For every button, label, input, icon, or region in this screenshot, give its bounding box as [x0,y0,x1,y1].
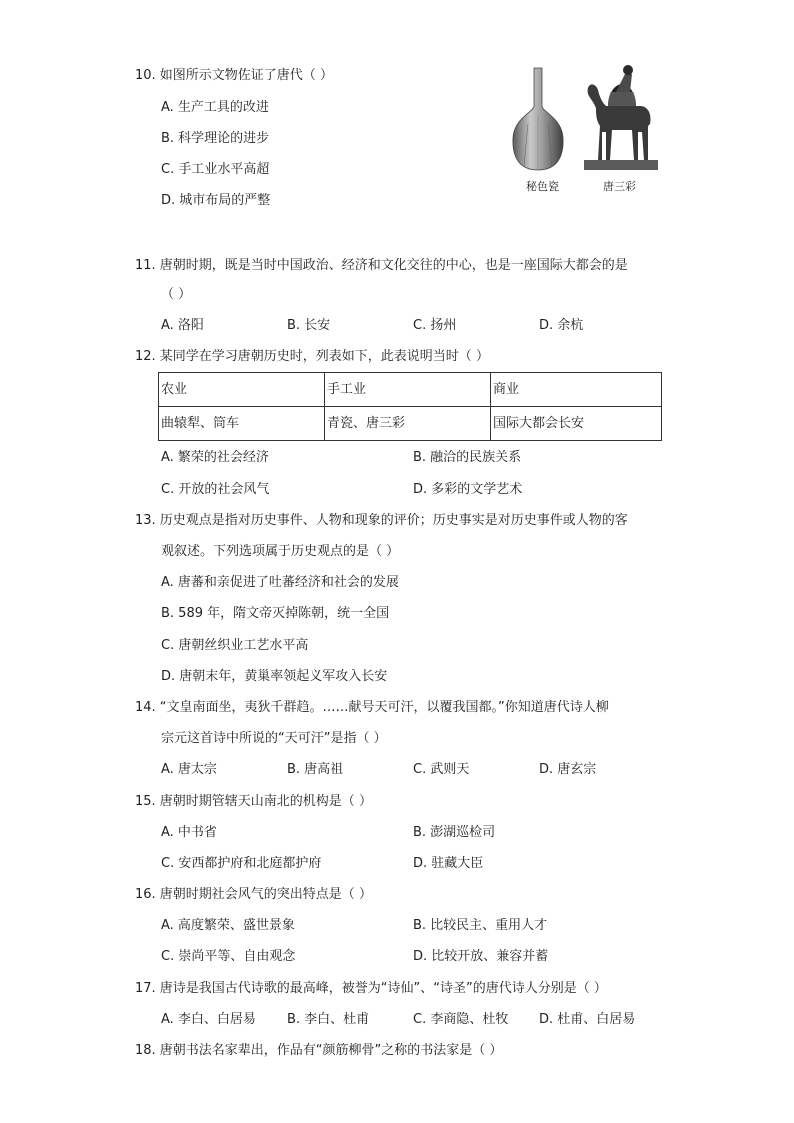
q10-option-c: C. 手工业水平高超 [161,162,270,177]
camel-caption: 唐三彩 [603,180,636,193]
q14-option-c: C. 武则天 [413,762,470,777]
q16-option-c: C. 崇尚平等、自由观念 [161,949,296,964]
q16-option-b: B. 比较民主、重用人才 [413,918,548,933]
q15-option-a: A. 中书省 [161,825,217,840]
tang-sancai-camel-image [582,62,660,172]
q13-option-d: D. 唐朝末年，黄巢率领起义军攻入长安 [161,669,388,684]
q15-option-d: D. 驻藏大臣 [413,856,484,871]
q15-option-c: C. 安西都护府和北庭都护府 [161,856,322,871]
q11-stem-cont: （ ） [161,287,192,302]
q13-option-a: A. 唐蕃和亲促进了吐蕃经济和社会的发展 [161,575,399,590]
q10-option-a: A. 生产工具的改进 [161,100,269,115]
q17-option-b: B. 李白、杜甫 [287,1012,370,1027]
q12-option-b: B. 融洽的民族关系 [413,450,522,465]
vase-caption: 秘色瓷 [526,180,559,193]
celadon-vase-image [510,66,566,174]
q13-stem: 13. 历史观点是指对历史事件、人物和现象的评价；历史事实是对历史事件或人物的客 [135,513,628,528]
q16-option-a: A. 高度繁荣、盛世景象 [161,918,295,933]
q13-stem-cont: 观叙述。下列选项属于历史观点的是（ ） [161,544,400,559]
q14-option-a: A. 唐太宗 [161,762,217,777]
q11-option-d: D. 余杭 [539,318,584,333]
q11-option-a: A. 洛阳 [161,318,204,333]
table-header-cell: 手工业 [324,373,490,407]
table-header-cell: 商业 [490,373,661,407]
q15-option-b: B. 澎湖巡检司 [413,825,496,840]
q17-option-c: C. 李商隐、杜牧 [413,1012,509,1027]
table-cell: 曲辕犁、筒车 [159,407,325,441]
q11-option-b: B. 长安 [287,318,331,333]
table-header-cell: 农业 [159,373,325,407]
table-header-row [159,373,662,407]
q10-option-d: D. 城市布局的严整 [161,193,271,208]
q14-option-d: D. 唐玄宗 [539,762,597,777]
q14-option-b: B. 唐高祖 [287,762,344,777]
q13-option-b: B. 589 年，隋文帝灭掉陈朝，统一全国 [161,606,390,621]
table-row [159,407,662,441]
q14-stem: 14. “文皇南面坐，夷狄千群趋。……献号天可汗，以覆我国都。”你知道唐代诗人柳 [135,700,609,715]
q12-option-a: A. 繁荣的社会经济 [161,450,269,465]
q13-option-c: C. 唐朝丝织业工艺水平高 [161,638,309,653]
q12-stem: 12. 某同学在学习唐朝历史时，列表如下，此表说明当时（ ） [135,349,489,364]
table-cell: 青瓷、唐三彩 [324,407,490,441]
q16-option-d: D. 比较开放、兼容并蓄 [413,949,549,964]
q16-stem: 16. 唐朝时期社会风气的突出特点是（ ） [135,887,372,902]
q11-stem: 11. 唐朝时期，既是当时中国政治、经济和文化交往的中心，也是一座国际大都会的是 [135,258,628,273]
q12-option-c: C. 开放的社会风气 [161,482,270,497]
q17-option-d: D. 杜甫、白居易 [539,1012,636,1027]
q12-table [158,372,662,441]
q14-stem-cont: 宗元这首诗中所说的“天可汗”是指（ ） [161,731,387,746]
q12-option-d: D. 多彩的文学艺术 [413,482,523,497]
q17-option-a: A. 李白、白居易 [161,1012,256,1027]
q18-stem: 18. 唐朝书法名家辈出，作品有“颜筋柳骨”之称的书法家是（ ） [135,1043,503,1058]
q11-option-c: C. 扬州 [413,318,457,333]
q15-stem: 15. 唐朝时期管辖天山南北的机构是（ ） [135,794,372,809]
q10-stem: 10. 如图所示文物佐证了唐代（ ） [135,68,333,83]
q10-option-b: B. 科学理论的进步 [161,131,270,146]
table-cell: 国际大都会长安 [490,407,661,441]
q17-stem: 17. 唐诗是我国古代诗歌的最高峰，被誉为“诗仙”、“诗圣”的唐代诗人分别是（ ） [135,981,607,996]
